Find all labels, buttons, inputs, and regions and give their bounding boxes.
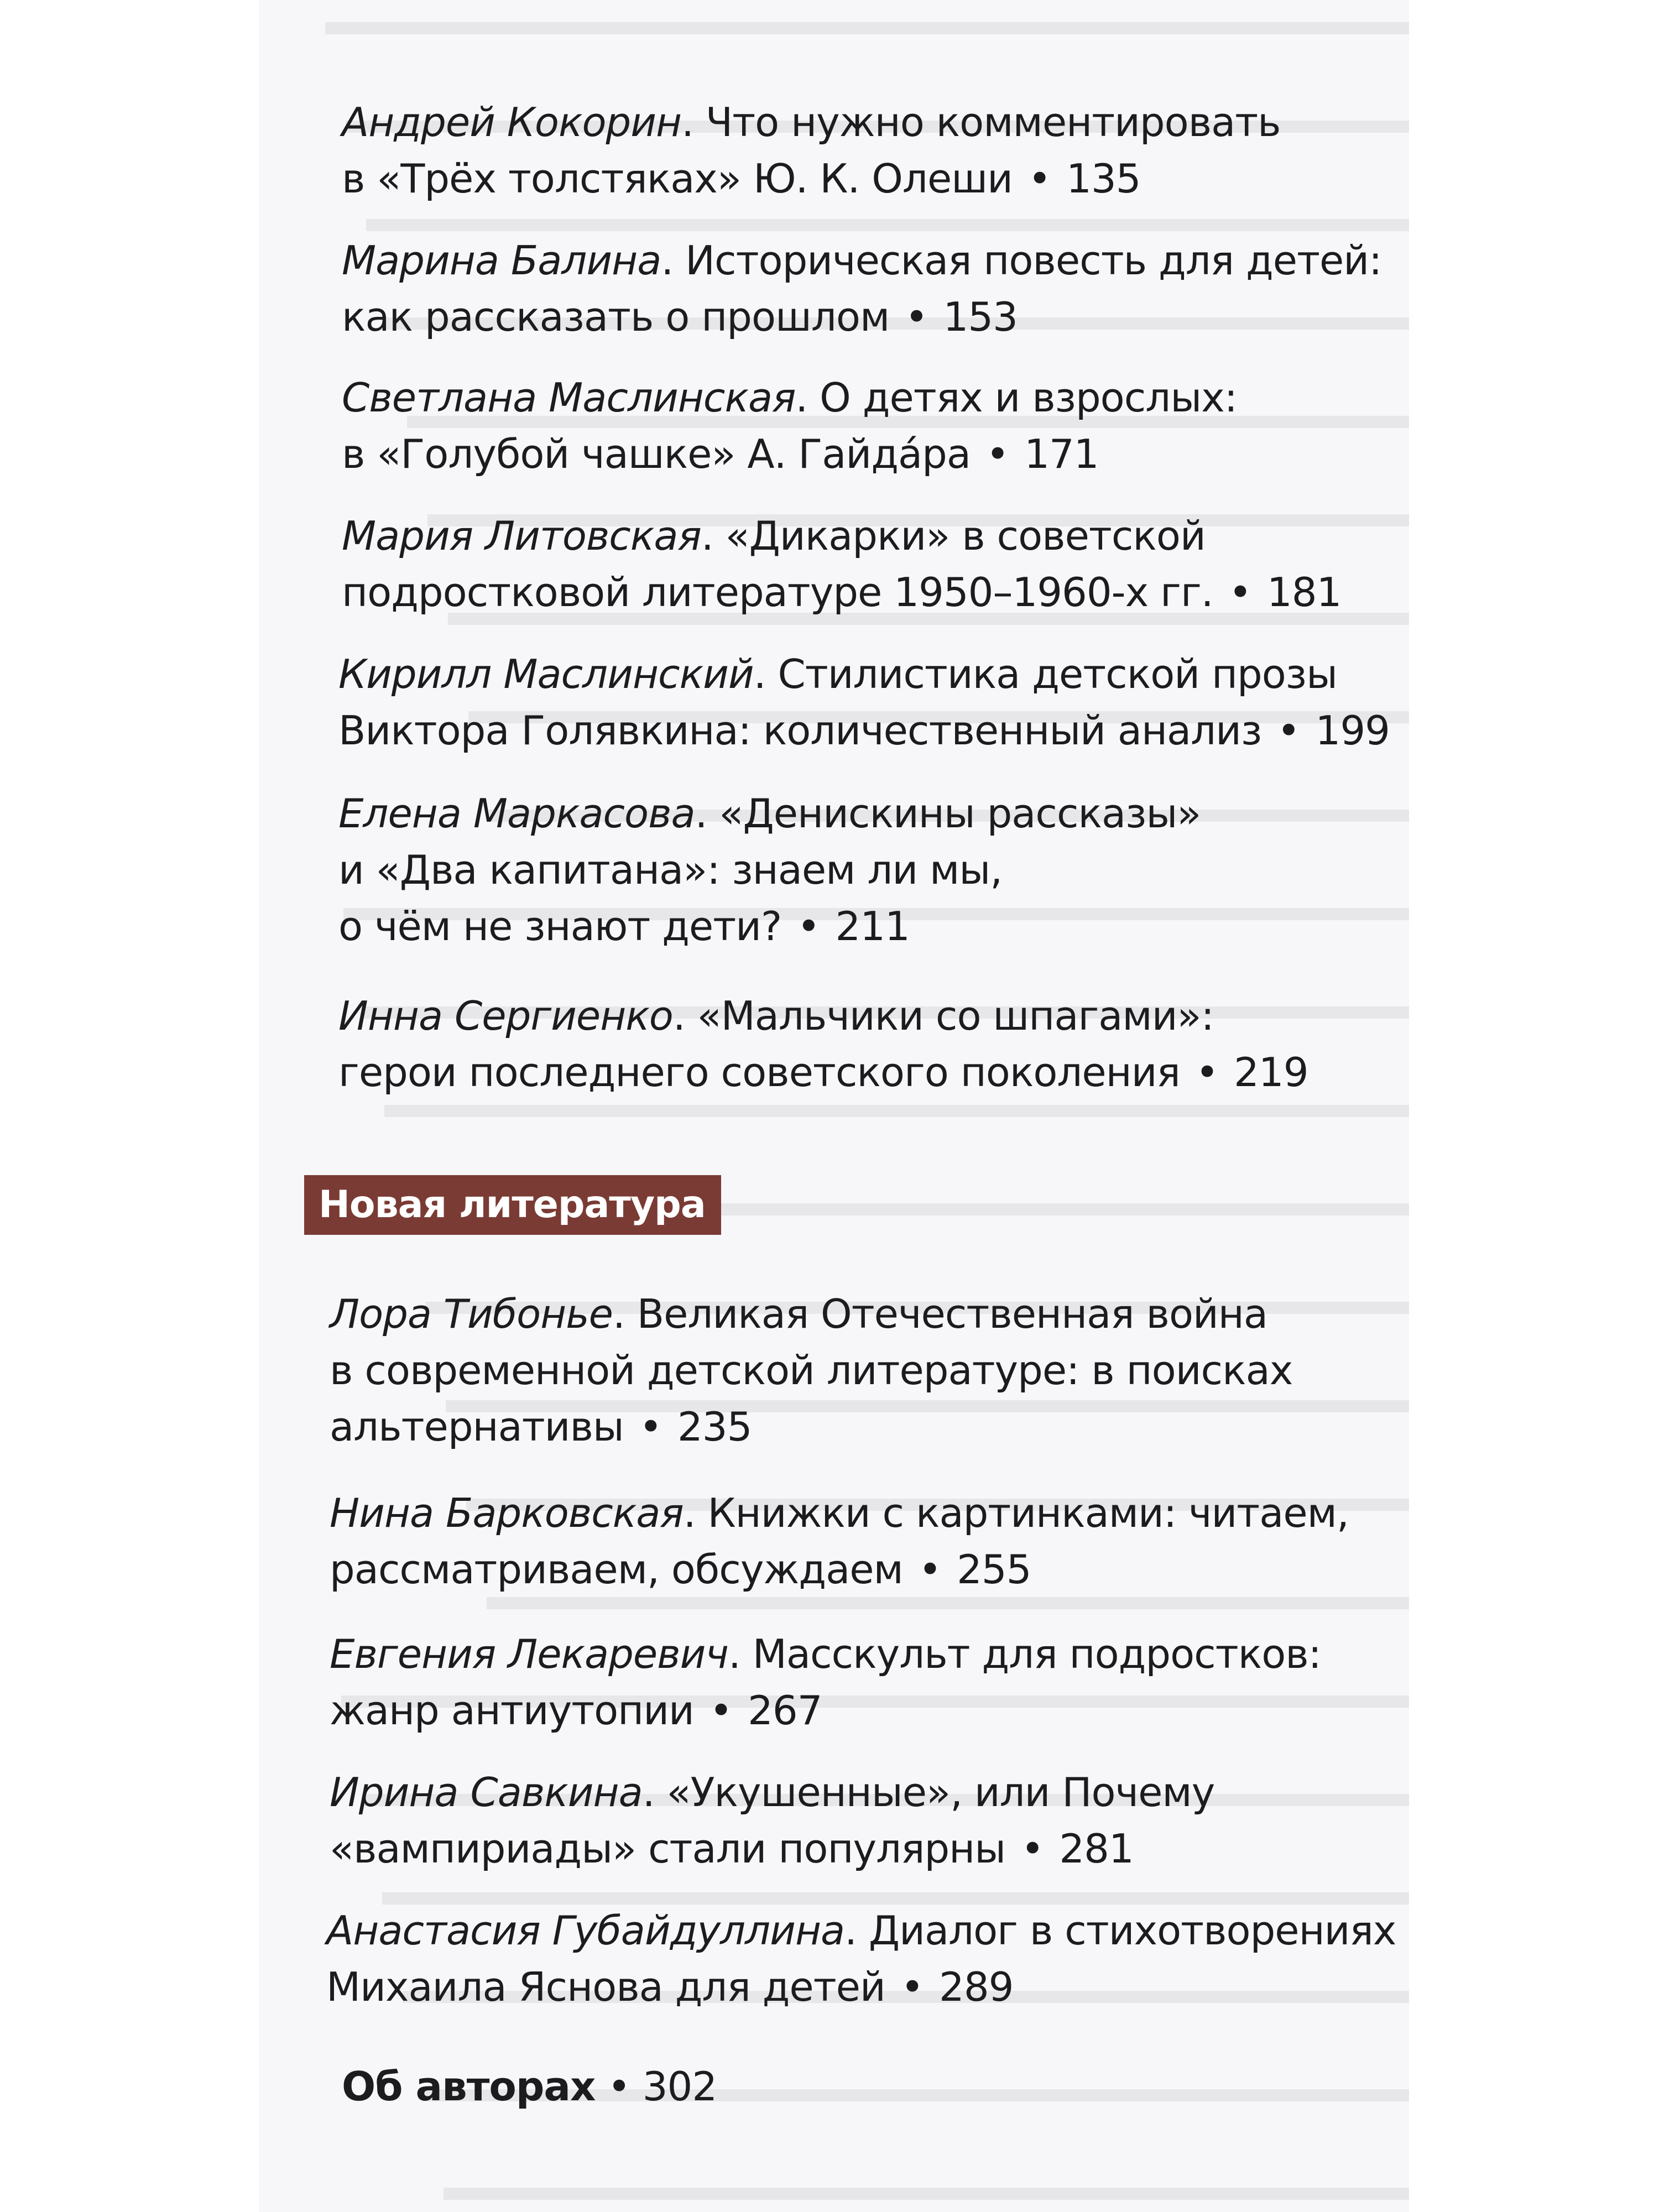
- entry-title-line: «вампириады» стали популярны: [330, 1825, 1006, 1872]
- author-period: .: [642, 1769, 667, 1815]
- bullet-separator: •: [1027, 155, 1051, 202]
- toc-entry[interactable]: [342, 94, 1281, 207]
- entry-title-line: Великая Отечественная война: [637, 1291, 1267, 1337]
- author-period: .: [612, 1291, 637, 1337]
- toc-entry[interactable]: [338, 646, 1390, 759]
- bullet-separator: •: [985, 431, 1009, 477]
- toc-entry[interactable]: [330, 1764, 1214, 1877]
- entry-author: Евгения Лекаревич: [330, 1631, 728, 1677]
- bullet-separator: •: [1195, 1049, 1219, 1095]
- page-number: 171: [1024, 431, 1099, 477]
- page-number: 153: [943, 294, 1018, 340]
- author-period: .: [695, 790, 719, 837]
- about-authors-label: Об авторах: [342, 2063, 596, 2110]
- page-number: 267: [748, 1687, 822, 1734]
- entry-author: Нина Барковская: [330, 1490, 684, 1536]
- page-number: 181: [1266, 569, 1342, 615]
- section-label-new-literature: Новая литература: [304, 1175, 721, 1235]
- page-number: 135: [1066, 155, 1141, 202]
- entry-author: Ирина Савкина: [330, 1769, 643, 1815]
- show-through-line: [325, 22, 1409, 98]
- show-through-line: [444, 2188, 1409, 2212]
- entry-title-line: Михаила Яснова для детей: [326, 1964, 885, 2010]
- bullet-separator: •: [918, 1546, 942, 1593]
- author-period: .: [844, 1907, 869, 1954]
- page-number: 255: [957, 1546, 1031, 1593]
- entry-title-line: О детях и взрослых:: [820, 374, 1238, 421]
- author-period: .: [795, 374, 820, 421]
- bullet-separator: •: [709, 1687, 733, 1734]
- entry-title-line: Виктора Голявкина: количественный анализ: [338, 707, 1262, 754]
- toc-entry[interactable]: [342, 369, 1237, 482]
- page-number: 302: [642, 2063, 717, 2110]
- entry-title-line: Диалог в стихотворениях: [868, 1907, 1396, 1954]
- toc-entry[interactable]: [342, 508, 1341, 620]
- author-period: .: [661, 237, 686, 284]
- entry-title-line: альтернативы: [330, 1404, 624, 1450]
- entry-title-line: «Мальчики со шпагами»:: [697, 993, 1214, 1039]
- entry-author: Елена Маркасова: [338, 790, 695, 837]
- toc-entry-about-authors[interactable]: [342, 2058, 717, 2115]
- entry-author: Лора Тибонье: [330, 1291, 613, 1337]
- entry-title-line: «Денискины рассказы»: [719, 790, 1201, 837]
- entry-title-line: в «Трёх толстяках» Ю. К. Олеши: [342, 155, 1013, 202]
- author-period: .: [681, 99, 706, 145]
- author-period: .: [683, 1490, 708, 1536]
- toc-entry[interactable]: [338, 785, 1201, 954]
- entry-title-line: Историческая повесть для детей:: [685, 237, 1382, 284]
- page-number: 211: [835, 903, 910, 950]
- bullet-separator: •: [1020, 1825, 1044, 1872]
- entry-title-line: в «Голубой чашке» А. Гайда́ра: [342, 431, 971, 477]
- page-number: 199: [1315, 707, 1390, 754]
- entry-author: Марина Балина: [342, 237, 661, 284]
- toc-entry[interactable]: [330, 1626, 1321, 1739]
- author-period: .: [672, 993, 697, 1039]
- entry-title-line: и «Два капитана»: знаем ли мы,: [338, 847, 1003, 893]
- bullet-separator: •: [607, 2063, 630, 2110]
- entry-title-line: рассматриваем, обсуждаем: [330, 1546, 903, 1593]
- toc-entry[interactable]: [338, 988, 1308, 1100]
- entry-title-line: как рассказать о прошлом: [342, 294, 890, 340]
- book-page: [259, 0, 1409, 2212]
- entry-title-line: жанр антиутопии: [330, 1687, 694, 1734]
- page-number: 281: [1059, 1825, 1134, 1872]
- entry-author: Мария Литовская: [342, 513, 701, 559]
- entry-title-line: Стилистика детской прозы: [778, 651, 1337, 697]
- entry-title-line: в современной детской литературе: в поисках: [330, 1347, 1293, 1394]
- entry-author: Кирилл Маслинский: [338, 651, 754, 697]
- entry-author: Анастасия Губайдуллина: [326, 1907, 845, 1954]
- bullet-separator: •: [905, 294, 928, 340]
- bullet-separator: •: [639, 1404, 662, 1450]
- toc-entry[interactable]: [326, 1902, 1396, 2015]
- entry-title-line: Масскульт для подростков:: [752, 1631, 1321, 1677]
- entry-title-line: о чём не знают дети?: [338, 903, 782, 950]
- toc-entry[interactable]: [330, 1286, 1292, 1455]
- entry-title-line: Книжки с картинками: читаем,: [707, 1490, 1349, 1536]
- bullet-separator: •: [900, 1964, 924, 2010]
- entry-author: Инна Сергиенко: [338, 993, 673, 1039]
- author-period: .: [728, 1631, 753, 1677]
- toc-entry[interactable]: [342, 232, 1381, 345]
- entry-title-line: «Дикарки» в советской: [725, 513, 1206, 559]
- page-number: 219: [1234, 1049, 1308, 1095]
- author-period: .: [753, 651, 778, 697]
- entry-title-line: Что нужно комментировать: [705, 99, 1281, 145]
- show-through-line: [384, 1105, 1409, 1181]
- bullet-separator: •: [1228, 569, 1252, 615]
- toc-entry[interactable]: [330, 1485, 1349, 1598]
- entry-title-line: герои последнего советского поколения: [338, 1049, 1180, 1095]
- bullet-separator: •: [1277, 707, 1300, 754]
- entry-author: Светлана Маслинская: [342, 374, 796, 421]
- entry-author: Андрей Кокорин: [342, 99, 682, 145]
- bullet-separator: •: [797, 903, 820, 950]
- entry-title-line: «Укушенные», или Почему: [666, 1769, 1215, 1815]
- page-number: 289: [939, 1964, 1014, 2010]
- page-number: 235: [677, 1404, 752, 1450]
- author-period: .: [701, 513, 726, 559]
- entry-title-line: подростковой литературе 1950–1960-х гг.: [342, 569, 1213, 615]
